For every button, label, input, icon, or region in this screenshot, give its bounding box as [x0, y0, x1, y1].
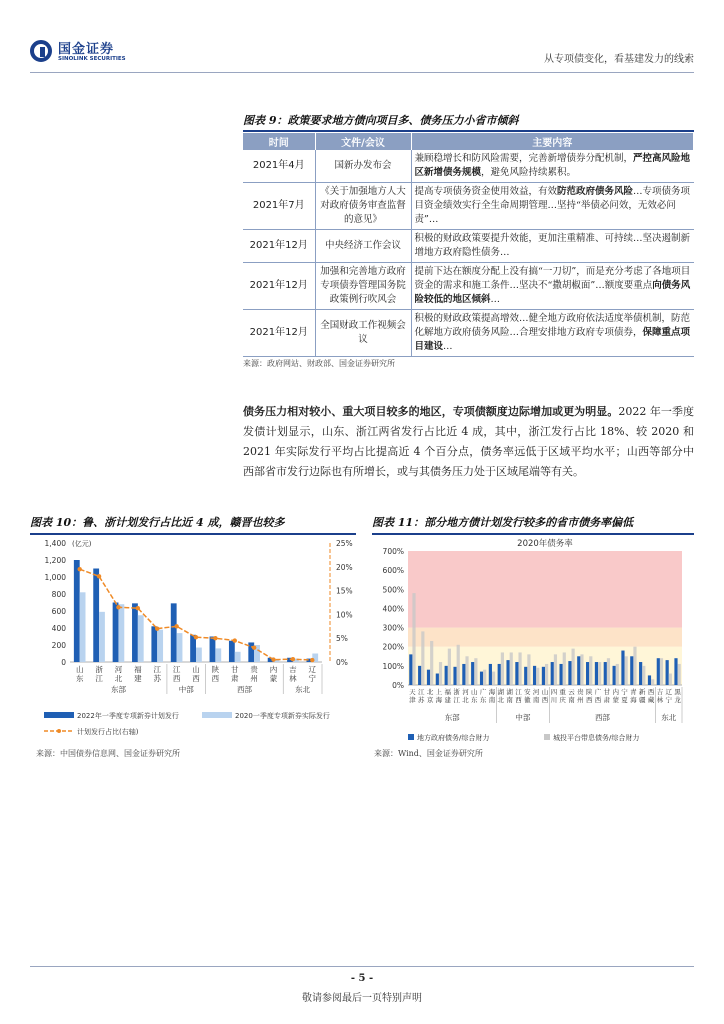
paragraph-lead: 债务压力相对较小、重大项目较多的地区，专项债额度边际增加或更为明显。 [243, 405, 619, 418]
y-unit-label: (亿元) [72, 540, 92, 548]
x-tick-label: 山 [75, 665, 84, 674]
share-point [252, 646, 256, 650]
bar-gov-debt [418, 666, 421, 685]
x-tick-label: 西 [594, 696, 602, 704]
x-tick-label: 江 [515, 688, 522, 696]
bar-lgfv-debt [554, 654, 557, 685]
figure10-chart [30, 535, 356, 751]
cell-time: 2021年7月 [243, 183, 315, 230]
region-label: 西部 [236, 685, 252, 694]
bar-plan [132, 603, 138, 662]
bar-lgfv-debt [678, 664, 681, 685]
x-tick-label: 江 [95, 674, 103, 683]
content-tail: … [490, 294, 501, 305]
cell-doc: 加强和完善地方政府专项债券管理国务院政策例行吹风会 [315, 263, 411, 310]
bar-lgfv-debt [633, 647, 636, 685]
bar-gov-debt [630, 656, 633, 685]
x-tick-label: 西 [541, 696, 549, 704]
cell-doc: 中央经济工作会议 [315, 230, 411, 263]
x-tick-label: 江 [453, 696, 460, 704]
col-time-header: 时间 [243, 133, 315, 150]
share-point [310, 658, 314, 662]
legend-label-gov: 地方政府债务/综合财力 [417, 734, 490, 742]
bar-lgfv-debt [598, 662, 601, 685]
bar-lgfv-debt [589, 656, 592, 685]
x-tick-label: 山 [541, 688, 549, 696]
y-tick-label: 100% [382, 661, 404, 671]
x-tick-label: 京 [426, 696, 434, 704]
y-tick-label: 1,200 [44, 556, 66, 565]
bar-gov-debt [462, 664, 465, 685]
x-tick-label: 河 [114, 665, 123, 674]
y2-tick-label: 25% [336, 539, 353, 548]
bar-lgfv-debt [545, 664, 548, 685]
x-tick-label: 云 [568, 688, 575, 696]
cell-content [411, 310, 694, 357]
x-tick-label: 北 [497, 696, 505, 704]
cell-time: 2021年4月 [243, 150, 315, 183]
bar-gov-debt [666, 660, 669, 685]
x-tick-label: 西 [515, 696, 522, 704]
content-emphasis: 严控高风险地区新增债务规模 [414, 153, 691, 178]
region-label: 东部 [444, 713, 460, 722]
table-row [243, 310, 694, 357]
x-tick-label: 庆 [559, 696, 566, 704]
table-row [243, 230, 694, 263]
x-tick-label: 福 [134, 665, 142, 674]
bar-gov-debt [551, 662, 554, 685]
y-tick-label: 1,400 [44, 539, 66, 548]
page-number: - 5 - [350, 973, 374, 984]
cell-doc: 《关于加强地方人大对政府债务审查监督的意见》 [315, 183, 411, 230]
region-label: 西部 [594, 713, 610, 722]
cell-content [411, 230, 694, 263]
y-tick-label: 0% [392, 681, 404, 690]
content-tail: ，避免风险持续累积。 [481, 167, 577, 178]
x-tick-label: 肃 [231, 674, 239, 683]
x-tick-label: 疆 [638, 696, 646, 704]
x-tick-label: 东 [75, 674, 84, 683]
x-tick-label: 北 [114, 674, 123, 683]
col-content-header: 主要内容 [411, 133, 694, 150]
bar-lgfv-debt [607, 658, 610, 685]
bar-gov-debt [621, 651, 624, 685]
bar-actual [80, 592, 86, 662]
x-tick-label: 吉 [656, 688, 664, 696]
content-text: 提高专项债务资金使用效益，有效 [414, 186, 558, 197]
bar-gov-debt [533, 666, 536, 685]
bar-lgfv-debt [483, 670, 486, 685]
logo-cn-text: 国金证券 [58, 42, 115, 57]
bar-lgfv-debt [625, 656, 628, 685]
bar-actual [235, 652, 241, 662]
chart-title: 2020年债务率 [517, 539, 573, 549]
bar-gov-debt [613, 666, 616, 685]
x-tick-label: 蒙 [269, 674, 278, 683]
bar-lgfv-debt [448, 649, 451, 685]
x-tick-label: 广 [594, 688, 602, 696]
y2-tick-label: 5% [336, 634, 348, 644]
x-tick-label: 上 [435, 688, 443, 696]
legend-label-plan: 2022年一季度专项新券计划发行 [77, 712, 179, 720]
x-tick-label: 浙 [453, 688, 460, 696]
region-label: 中部 [515, 713, 531, 722]
x-tick-label: 甘 [231, 665, 239, 674]
col-doc-header: 文件/会议 [315, 133, 411, 150]
x-tick-label: 夏 [621, 696, 628, 704]
x-tick-label: 宁 [621, 688, 628, 696]
x-tick-label: 新 [638, 688, 646, 696]
y-tick-label: 1,000 [44, 573, 66, 582]
y-tick-label: 800 [51, 590, 66, 599]
bar-gov-debt [409, 654, 412, 685]
bar-lgfv-debt [642, 666, 645, 685]
x-tick-label: 陕 [211, 665, 220, 674]
x-tick-label: 肃 [603, 696, 611, 704]
bar-lgfv-debt [421, 631, 424, 685]
share-point [291, 657, 295, 661]
bar-lgfv-debt [660, 658, 663, 685]
x-tick-label: 苏 [153, 674, 161, 683]
logo-en-text: SINOLINK SECURITIES [58, 56, 126, 62]
bar-gov-debt [648, 675, 651, 685]
cell-time: 2021年12月 [243, 230, 315, 263]
x-tick-label: 苏 [418, 696, 425, 704]
bar-actual [215, 648, 221, 662]
x-tick-label: 西 [211, 674, 220, 683]
legend-swatch-lgfv [544, 734, 550, 740]
share-point [213, 636, 217, 640]
x-tick-label: 南 [532, 696, 540, 704]
x-tick-label: 贵 [250, 665, 258, 674]
bar-actual [118, 604, 124, 662]
report-title: 从专项债变化，看基建发力的线索 [544, 54, 694, 65]
x-tick-label: 海 [435, 696, 443, 704]
x-tick-label: 内 [612, 688, 619, 696]
x-tick-label: 南 [488, 696, 496, 704]
x-tick-label: 林 [289, 674, 297, 683]
x-tick-label: 东 [479, 696, 487, 704]
x-tick-label: 州 [577, 696, 584, 704]
x-tick-label: 西 [172, 674, 181, 683]
cell-doc: 国新办发布会 [315, 150, 411, 183]
legend-swatch-gov [408, 734, 414, 740]
figure11-svg [372, 535, 694, 747]
content-text: 积极的财政政策要提升效能，更加注重精准、可持续…坚决遏制新增地方政府隐性债务… [414, 233, 691, 258]
x-tick-label: 南 [506, 696, 513, 704]
y-tick-label: 600% [382, 566, 404, 576]
bar-plan [74, 560, 80, 662]
x-tick-label: 蒙 [612, 696, 619, 704]
x-tick-label: 天 [409, 688, 416, 696]
x-tick-label: 西 [192, 674, 200, 683]
content-emphasis: 保障重点项目建设 [414, 327, 691, 352]
y-tick-label: 400% [382, 604, 404, 614]
bar-actual [138, 615, 144, 662]
bar-lgfv-debt [501, 652, 504, 685]
bar-lgfv-debt [439, 662, 442, 685]
bar-plan [171, 603, 177, 662]
legend-swatch-actual [202, 712, 232, 718]
bar-lgfv-debt [527, 654, 530, 685]
x-tick-label: 安 [524, 688, 531, 696]
figure10-svg [30, 535, 356, 747]
y-tick-label: 400 [51, 624, 66, 633]
x-tick-label: 江 [172, 665, 181, 674]
x-tick-label: 宁 [665, 696, 672, 704]
bar-gov-debt [568, 661, 571, 685]
content-emphasis: 向债务风险较低的地区倾斜 [414, 280, 691, 305]
share-point [174, 624, 178, 628]
share-point [77, 567, 81, 571]
table-row [243, 263, 694, 310]
cell-doc: 全国财政工作视频会议 [315, 310, 411, 357]
figure9-rule [243, 130, 694, 132]
cell-time: 2021年12月 [243, 310, 315, 357]
x-tick-label: 东 [471, 696, 478, 704]
content-text: 提前下达在额度分配上没有搞“一刀切”，而是充分考虑了各地项目资金的需求和施工条件…坚决不“撒胡椒面”…额度要重点 [414, 266, 691, 291]
bar-gov-debt [506, 660, 509, 685]
share-point [194, 635, 198, 639]
y-tick-label: 700% [382, 547, 404, 556]
risk-band [408, 551, 682, 628]
bar-gov-debt [427, 670, 430, 685]
x-tick-label: 湖 [497, 688, 505, 696]
cell-content [411, 183, 694, 230]
paragraph-body: 2022 年一季度发债计划显示，山东、浙江两省发行占比近 4 成，其中，浙江发行占比 18%、较 2020 和 2021 年实际发行平均占比提高近 4 个百分点，债务率远低于区域平均水平；山西等部分中西部省市发行边际也有所增长，或与其债务压力处于区域尾端等有关。 [243, 405, 694, 478]
figure10-title: 图表 10：鲁、浙计划发行占比近 4 成，赣晋也较多 [30, 516, 285, 529]
bar-gov-debt [445, 666, 448, 685]
table-header-row [243, 133, 694, 150]
bar-lgfv-debt [474, 658, 477, 685]
bar-plan [113, 603, 119, 663]
bar-actual [196, 648, 202, 662]
x-tick-label: 西 [647, 688, 655, 696]
figure11-chart [372, 535, 694, 751]
y-tick-label: 500% [382, 585, 404, 595]
bar-lgfv-debt [572, 649, 575, 685]
bar-gov-debt [436, 674, 439, 685]
risk-band [408, 628, 682, 647]
body-paragraph [243, 402, 694, 482]
bar-gov-debt [604, 662, 607, 685]
x-tick-label: 西 [585, 696, 593, 704]
policy-table [243, 133, 694, 357]
x-tick-label: 辽 [308, 665, 317, 674]
x-tick-label: 建 [134, 674, 142, 683]
x-tick-label: 北 [462, 696, 469, 704]
bar-actual [177, 633, 183, 662]
bar-gov-debt [559, 664, 562, 685]
y-tick-label: 200 [51, 641, 66, 650]
company-logo [30, 40, 150, 66]
legend-label-lgfv: 城投平台带息债务/综合财力 [553, 734, 640, 742]
x-tick-label: 海 [488, 688, 496, 696]
content-tail: …专项债务项目资金绩效实行全生命周期管理…坚持“举债必问效，无效必问责”… [414, 186, 691, 225]
x-tick-label: 四 [550, 688, 558, 696]
header-divider [30, 72, 694, 73]
share-point [116, 605, 120, 609]
bar-gov-debt [515, 662, 518, 685]
x-tick-label: 建 [444, 696, 452, 704]
bar-lgfv-debt [563, 652, 566, 685]
y-tick-label: 200% [382, 642, 404, 652]
bar-plan [229, 641, 235, 662]
bar-lgfv-debt [651, 679, 654, 685]
y2-tick-label: 20% [336, 562, 353, 572]
x-tick-label: 徽 [524, 696, 531, 704]
x-tick-label: 甘 [603, 688, 611, 696]
content-text: 兼顾稳增长和防风险需要，完善新增债券分配机制， [414, 153, 634, 164]
bar-gov-debt [577, 656, 580, 685]
x-tick-label: 贵 [577, 688, 584, 696]
x-tick-label: 河 [462, 688, 469, 696]
bar-gov-debt [639, 662, 642, 685]
table-row [243, 183, 694, 230]
x-tick-label: 河 [532, 688, 540, 696]
y-tick-label: 300% [382, 623, 404, 633]
bar-gov-debt [498, 664, 501, 685]
x-tick-label: 湖 [506, 688, 513, 696]
x-tick-label: 重 [559, 688, 566, 696]
bar-actual [157, 630, 163, 662]
content-tail: … [443, 341, 453, 352]
x-tick-label: 辽 [665, 688, 672, 696]
bar-gov-debt [480, 672, 483, 685]
x-tick-label: 藏 [647, 696, 655, 704]
region-label: 东北 [295, 685, 311, 694]
figure9-source: 来源：政府网站、财政部、国金证券研究所 [243, 359, 395, 368]
cell-content [411, 150, 694, 183]
page-header [30, 36, 694, 70]
x-tick-label: 江 [153, 665, 161, 674]
x-tick-label: 山 [192, 665, 200, 674]
region-label: 东北 [661, 713, 677, 722]
figure9-title: 图表 9：政策要求地方债向项目多、债务压力小省市倾斜 [243, 114, 519, 127]
bar-lgfv-debt [430, 641, 433, 685]
bar-gov-debt [471, 662, 474, 685]
bar-gov-debt [542, 667, 545, 685]
x-tick-label: 林 [656, 696, 664, 704]
bar-plan [210, 637, 216, 663]
bar-lgfv-debt [465, 656, 468, 685]
y-tick-label: 600 [51, 607, 66, 616]
bar-lgfv-debt [669, 674, 672, 685]
x-tick-label: 南 [568, 696, 575, 704]
x-tick-label: 山 [471, 688, 478, 696]
x-tick-label: 江 [418, 688, 425, 696]
bar-lgfv-debt [457, 645, 460, 685]
x-tick-label: 黑 [674, 688, 681, 696]
x-tick-label: 广 [479, 688, 487, 696]
content-emphasis: 防范政府债务风险 [557, 186, 634, 197]
x-tick-label: 吉 [289, 665, 297, 674]
legend-marker-share [57, 729, 61, 733]
x-tick-label: 州 [250, 674, 258, 683]
legend-label-actual: 2020一季度专项新券实际发行 [235, 712, 330, 720]
bar-lgfv-debt [510, 652, 513, 685]
x-tick-label: 陕 [585, 688, 593, 696]
figure10-source: 来源：中国债券信息网、国金证券研究所 [36, 749, 180, 758]
cell-time: 2021年12月 [243, 263, 315, 310]
content-text: 积极的财政政策提高增效…健全地方政府依法适度举债机制，防范化解地方政府债务风险…合理安排地方政府专项债券， [414, 313, 691, 338]
bar-plan [93, 569, 99, 663]
bar-lgfv-debt [536, 668, 539, 685]
bar-gov-debt [657, 658, 660, 685]
x-tick-label: 津 [409, 696, 416, 704]
bar-plan [151, 626, 157, 662]
bar-lgfv-debt [580, 654, 583, 685]
x-tick-label: 海 [630, 696, 637, 704]
bar-gov-debt [453, 667, 456, 685]
region-label: 中部 [178, 685, 194, 694]
x-tick-label: 青 [630, 688, 637, 696]
logo-icon [30, 40, 52, 62]
bar-gov-debt [586, 662, 589, 685]
bar-lgfv-debt [492, 672, 495, 685]
footer-divider [30, 966, 694, 967]
x-tick-label: 龙 [674, 696, 681, 704]
bar-gov-debt [595, 662, 598, 685]
bar-lgfv-debt [412, 593, 415, 685]
bar-gov-debt [489, 664, 492, 685]
cell-content [411, 263, 694, 310]
table-row [243, 150, 694, 183]
bar-actual [99, 612, 105, 662]
figure11-title: 图表 11：部分地方债计划发行较多的省市债务率偏低 [372, 516, 634, 529]
x-tick-label: 宁 [308, 674, 317, 683]
y-tick-label: 0 [61, 658, 66, 667]
legend-label-share: 计划发行占比(右轴) [77, 728, 139, 736]
share-point [97, 574, 101, 578]
x-tick-label: 福 [444, 688, 452, 696]
y2-tick-label: 15% [336, 586, 353, 596]
share-point [271, 657, 275, 661]
bar-lgfv-debt [518, 652, 521, 685]
x-tick-label: 内 [269, 665, 278, 674]
figure11-source: 来源：Wind、国金证券研究所 [374, 749, 483, 758]
legend-swatch-plan [44, 712, 74, 718]
region-label: 东部 [110, 685, 126, 694]
x-tick-label: 川 [550, 696, 558, 704]
x-tick-label: 北 [426, 688, 434, 696]
share-point [155, 626, 159, 630]
footer-disclaimer: 敬请参阅最后一页特别声明 [302, 993, 422, 1004]
share-point [233, 638, 237, 642]
bar-lgfv-debt [616, 664, 619, 685]
y2-tick-label: 0% [336, 658, 348, 667]
x-tick-label: 浙 [95, 665, 103, 674]
share-point [136, 606, 140, 610]
y2-tick-label: 10% [336, 610, 353, 620]
bar-gov-debt [524, 667, 527, 685]
bar-gov-debt [674, 658, 677, 685]
